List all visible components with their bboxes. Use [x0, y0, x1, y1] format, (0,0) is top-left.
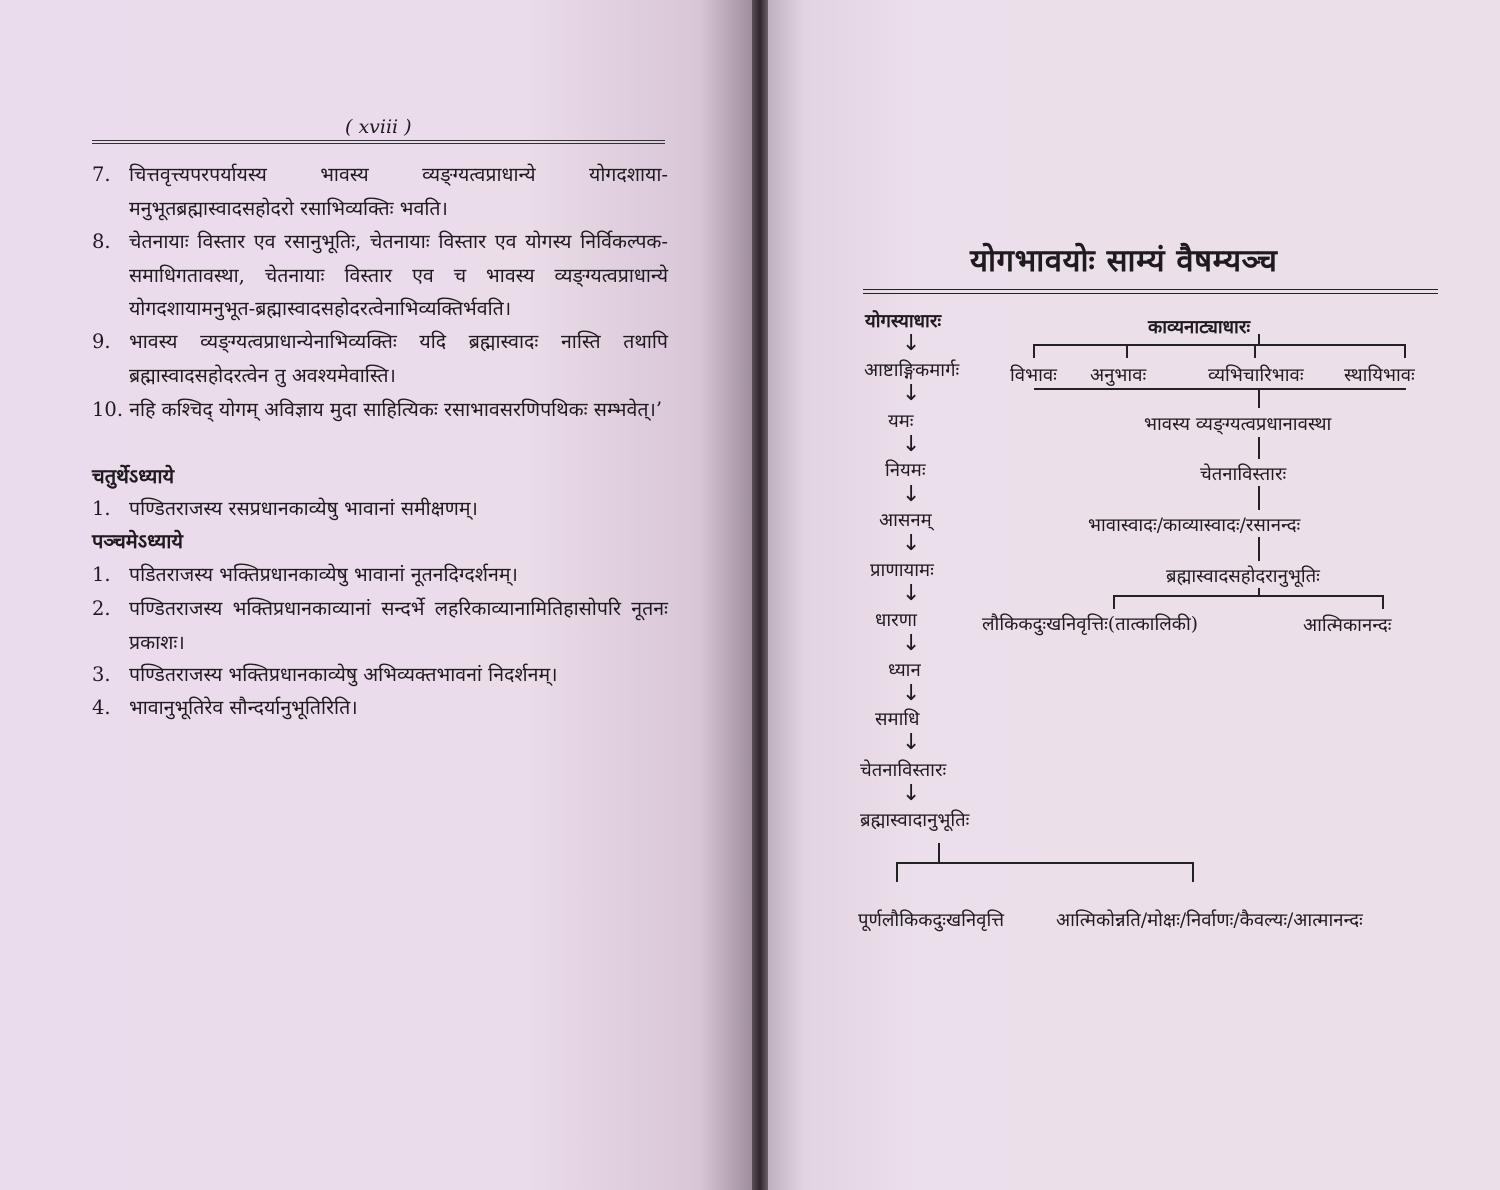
list-item [92, 691, 668, 725]
list-item [92, 558, 668, 592]
item-text: भावानुभूतिरेव सौन्दर्यानुभूतिरिति। [129, 696, 358, 719]
yoga-step: नियमः [885, 460, 926, 481]
kavya-branch: अनुभावः [1090, 365, 1147, 386]
down-arrow-icon: ↓ [902, 482, 921, 507]
kavya-chain-step: भावस्य व्यङ्ग्यत्वप्रधानावस्था [1144, 414, 1332, 435]
connector-line [1258, 486, 1260, 510]
connector-line [1033, 344, 1405, 346]
connector-line [1033, 344, 1035, 358]
down-arrow-icon: ↓ [902, 331, 921, 356]
item-number: 8. [92, 230, 111, 253]
item-number: 2. [92, 597, 111, 620]
connector-line [1113, 595, 1383, 597]
item-text: चेतनायाः विस्तार एव रसानुभूतिः, चेतनायाः विस्तार एव योगस्य निर्विकल्पक- समाधिगतावस्था, चेतनायाः विस्तार एव च भावस्य व्यङ्ग्यत्वप्राधान्ये योगदशायामनुभूत-ब्रह्मास्वादसहोदरत्वेनाभिव्यक्तिर्भवति। [129, 230, 668, 320]
yoga-header: योगस्याधारः [865, 311, 942, 332]
item-text: पण्डितराजस्य भक्तिप्रधानकाव्यानां सन्दर्भे लहरिकाव्यानामितिहासोपरि नूतनः प्रकाशः। [129, 597, 668, 654]
kavya-branch: विभावः [1010, 365, 1057, 386]
list-item [92, 158, 668, 225]
item-number: 1. [92, 497, 111, 520]
connector-line [1192, 862, 1194, 882]
kavya-outcome: आत्मिकानन्दः [1303, 615, 1392, 636]
connector-line [1034, 388, 1406, 390]
yoga-step: आसनम् [879, 510, 932, 531]
connector-line [1404, 344, 1406, 358]
yoga-step: समाधि [875, 709, 920, 730]
kavya-chain-step: भावास्वादः/काव्यास्वादः/रसानन्दः [1088, 515, 1301, 536]
item-number: 9. [92, 330, 111, 353]
list-item [92, 325, 668, 392]
kavya-header: काव्यनाट्याधारः [1148, 317, 1251, 338]
yoga-step: धारणा [875, 610, 917, 631]
connector-line [896, 862, 898, 882]
connector-line [1382, 595, 1384, 609]
list-item [92, 492, 668, 526]
list-item [92, 225, 668, 326]
yoga-outcome: आत्मिकोन्नति/मोक्षः/निर्वाणः/कैवल्यः/आत्मानन्दः [1056, 910, 1363, 931]
connector-line [1258, 334, 1260, 344]
connector-line [896, 862, 1193, 864]
list-item [92, 658, 668, 692]
down-arrow-icon: ↓ [902, 531, 921, 556]
header-rule [92, 140, 665, 144]
item-text: पण्डितराजस्य भक्तिप्रधानकाव्येषु अभिव्यक्तभावनां निदर्शनम्। [129, 663, 558, 686]
chapter-5-heading: पञ्चमेऽध्याये [92, 529, 183, 553]
book-spine [752, 0, 768, 1190]
down-arrow-icon: ↓ [902, 381, 921, 406]
item-number: 4. [92, 696, 111, 719]
item-text: चित्तवृत्त्यपरपर्यायस्य भावस्य व्यङ्ग्यत्वप्राधान्ये योगदशाया-मनुभूतब्रह्मास्वादसहोदरो रसाभिव्यक्तिः भवति। [129, 163, 668, 220]
yoga-step: यमः [888, 411, 914, 432]
page-title: योगभावयोः साम्यं वैषम्यञ्च [970, 243, 1278, 279]
yoga-step: प्राणायामः [870, 560, 934, 581]
connector-line [1258, 388, 1260, 408]
item-number: 7. [92, 163, 111, 186]
kavya-chain-step: चेतनाविस्तारः [1200, 464, 1287, 485]
yoga-step: ब्रह्मास्वादानुभूतिः [860, 810, 970, 831]
connector-line [1254, 344, 1256, 358]
connector-line [1113, 595, 1115, 609]
kavya-chain-step: ब्रह्मास्वादसहोदरानुभूतिः [1166, 566, 1320, 587]
yoga-step: आष्टाङ्गिकमार्गः [864, 360, 960, 381]
chapter-4-heading: चतुर्थेऽध्याये [92, 464, 175, 488]
down-arrow-icon: ↓ [902, 631, 921, 656]
yoga-step: चेतनाविस्तारः [860, 760, 947, 781]
item-number: 1. [92, 563, 111, 586]
yoga-step: ध्यान [888, 660, 921, 681]
connector-line [1126, 344, 1128, 358]
down-arrow-icon: ↓ [902, 581, 921, 606]
connector-line [1258, 437, 1260, 459]
right-page [768, 0, 1500, 1190]
list-item [92, 592, 668, 659]
item-text: पडितराजस्य भक्तिप्रधानकाव्येषु भावानां नूतनदिग्दर्शनम्। [129, 563, 518, 586]
down-arrow-icon: ↓ [902, 781, 921, 806]
page-number-header: ( xviii ) [345, 116, 412, 138]
item-text: पण्डितराजस्य रसप्रधानकाव्येषु भावानां समीक्षणम्। [129, 497, 478, 520]
yoga-outcome: पूर्णलौकिकदुःखनिवृत्ति [858, 910, 1005, 931]
kavya-branch: व्यभिचारिभावः [1208, 365, 1304, 386]
item-text: 10. नहि कश्चिद् योगम् अविज्ञाय मुदा साहित्यिकः रसाभावसरणिपथिकः सम्भवेत्।’ [92, 398, 663, 421]
connector-line [1258, 537, 1260, 561]
down-arrow-icon: ↓ [902, 681, 921, 706]
list-item [92, 393, 668, 427]
title-rule [863, 289, 1438, 294]
kavya-branch: स्थायिभावः [1344, 365, 1415, 386]
kavya-outcome: लौकिकदुःखनिवृत्तिः(तात्कालिकी) [982, 614, 1198, 635]
item-number: 3. [92, 663, 111, 686]
connector-line [938, 843, 940, 863]
item-text: भावस्य व्यङ्ग्यत्वप्राधान्येनाभिव्यक्तिः यदि ब्रह्मास्वादः नास्ति तथापि ब्रह्मास्वादसहोदरत्वेन तु अवश्यमेवास्ति। [129, 330, 668, 387]
down-arrow-icon: ↓ [902, 432, 921, 457]
down-arrow-icon: ↓ [902, 730, 921, 755]
